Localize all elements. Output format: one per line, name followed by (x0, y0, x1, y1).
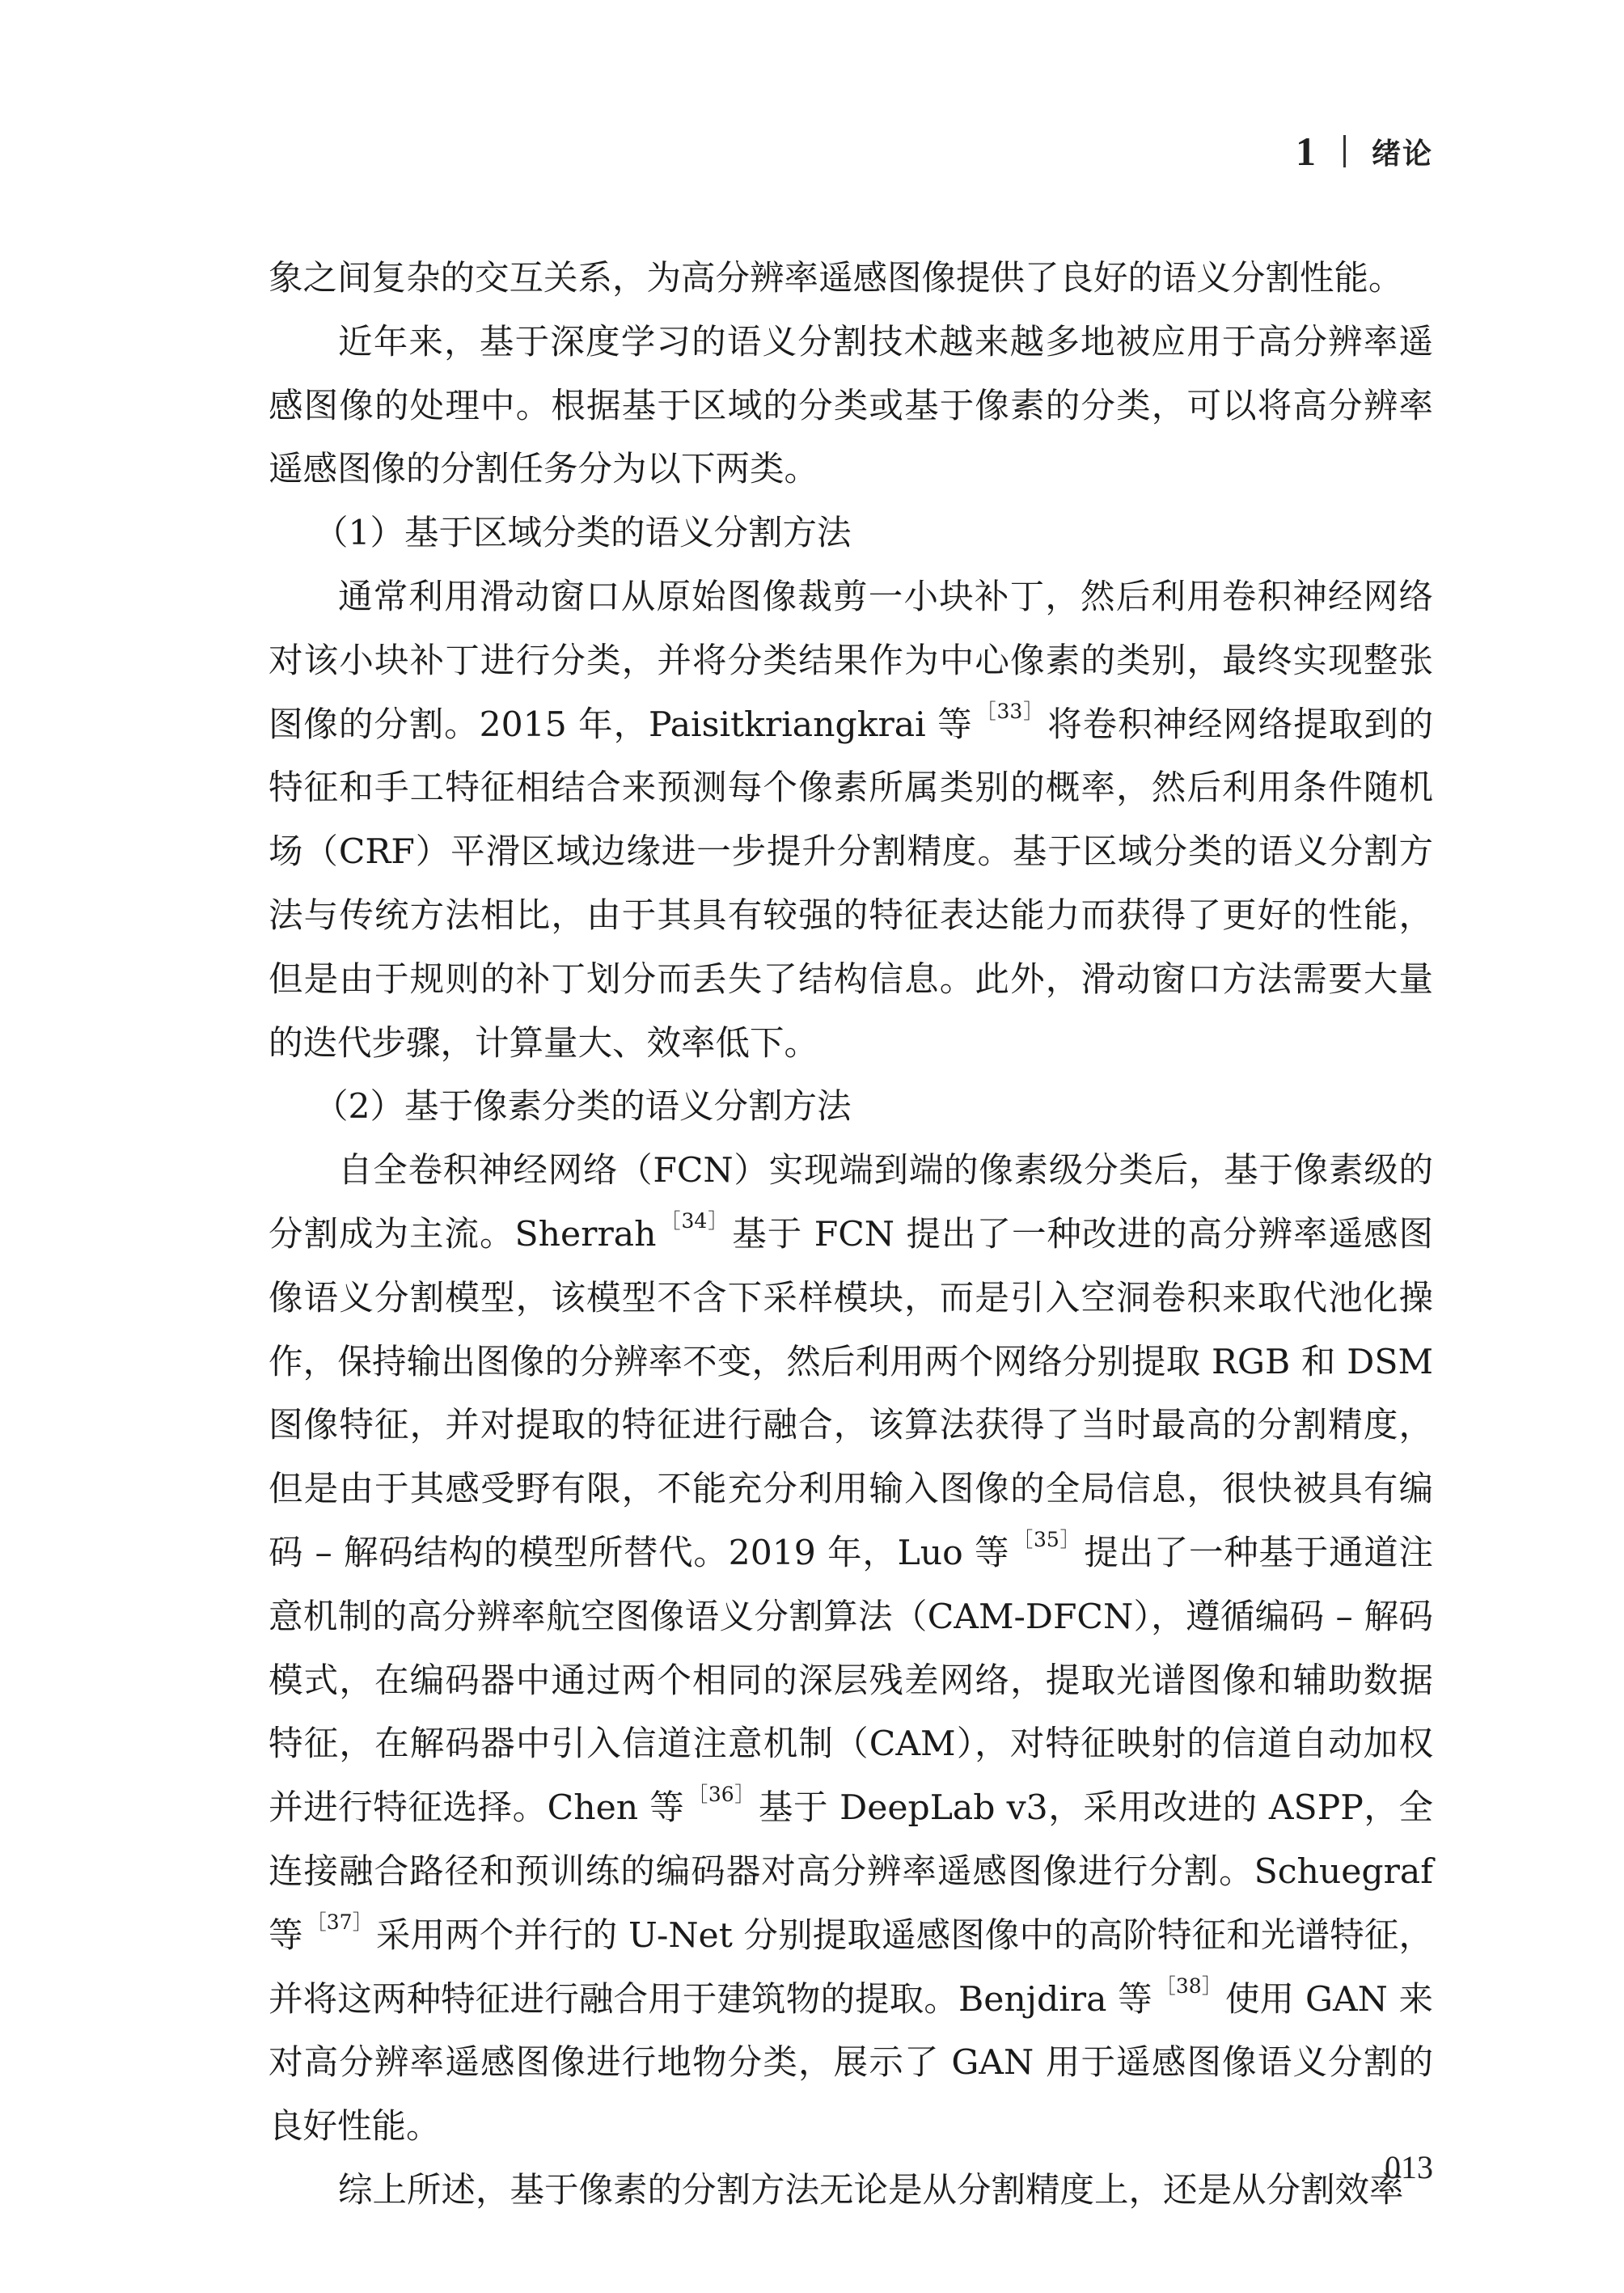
section-heading-pixel: （2）基于像素分类的语义分割方法 (314, 1087, 852, 1127)
paragraph-text: 自全卷积神经网络（FCN）实现端到端的像素级分类后，基于像素级的分割成为主流。Sherrah (269, 1151, 1433, 1254)
citation-36: ［36］ (687, 1783, 755, 1807)
paragraph-text: 采用两个并行的 U-Net 分别提取遥感图像中的高阶特征和光谱特征，并将这两种特征进行融合用于建筑物的提取。Benjdira 等 (269, 1915, 1433, 2020)
section-heading-region: （1）基于区域分类的语义分割方法 (314, 514, 852, 554)
paragraph-region-methods (269, 566, 1433, 1076)
running-header (1296, 128, 1433, 175)
paragraph-intro: 近年来，基于深度学习的语义分割技术越来越多地被应用于高分辨率遥感图像的处理中。根据基于区域的分类或基于像素的分类，可以将高分辨率遥感图像的分割任务分为以下两类。 (269, 322, 1433, 490)
citation-38: ［38］ (1155, 1974, 1223, 1998)
page-number: 013 (1385, 2149, 1433, 2185)
chapter-number: 1 (1295, 129, 1316, 174)
body-text (269, 247, 1433, 2223)
paragraph-text: 基于 DeepLab v3，采用改进的 ASPP，全连接融合路径和预训练的编码器对高分辨率遥感图像进行分割。Schuegraf 等 (269, 1788, 1433, 1956)
paragraph-text: 基于 FCN 提出了一种改进的高分辨率遥感图像语义分割模型，该模型不含下采样模块，而是引入空洞卷积来取代池化操作，保持输出图像的分辨率不变，然后利用两个网络分别提取 RGB 和 DSM 图像特征，并对提取的特征进行融合，该算法获得了当时最高的分割精度，但是由于其感受野有限，不能充分利用输入图像的全局信息，很快被具有编码 – 解码结构的模型所替代。2019 年，Luo 等 (269, 1214, 1434, 1573)
citation-37: ［37］ (306, 1910, 373, 1934)
paragraph-text: 通常利用滑动窗口从原始图像裁剪一小块补丁，然后利用卷积神经网络对该小块补丁进行分类，并将分类结果作为中心像素的类别，最终实现整张图像的分割。2015 年，Paisitkriangkrai 等 (269, 577, 1433, 745)
chapter-title: 绪论 (1371, 137, 1433, 171)
header-divider (1343, 135, 1346, 167)
paragraph-continuation: 象之间复杂的交互关系，为高分辨率遥感图像提供了良好的语义分割性能。 (269, 259, 1403, 298)
citation-35: ［35］ (1013, 1527, 1081, 1551)
paragraph-pixel-methods (269, 1140, 1433, 2160)
paragraph-summary: 综上所述，基于像素的分割方法无论是从分割精度上，还是从分割效率 (338, 2170, 1404, 2211)
paragraph-text: 提出了一种基于通道注意机制的高分辨率航空图像语义分割算法（CAM-DFCN），遵循编码 – 解码模式，在编码器中通过两个相同的深层残差网络，提取光谱图像和辅助数据特征，在解码器中引入信道注意机制（CAM），对特征映射的信道自动加权并进行特征选择。Chen 等 (269, 1533, 1433, 1829)
paragraph-text: 将卷积神经网络提取到的特征和手工特征相结合来预测每个像素所属类别的概率，然后利用条件随机场（CRF）平滑区域边缘进一步提升分割精度。基于区域分类的语义分割方法与传统方法相比，由于其具有较强的特征表达能力而获得了更好的性能，但是由于规则的补丁划分而丢失了结构信息。此外，滑动窗口方法需要大量的迭代步骤，计算量大、效率低下。 (269, 704, 1434, 1064)
paragraph-text: 使用 GAN 来对高分辨率遥感图像进行地物分类，展示了 GAN 用于遥感图像语义分割的良好性能。 (269, 1979, 1433, 2147)
citation-34: ［34］ (659, 1208, 730, 1233)
citation-33: ［33］ (975, 699, 1045, 723)
